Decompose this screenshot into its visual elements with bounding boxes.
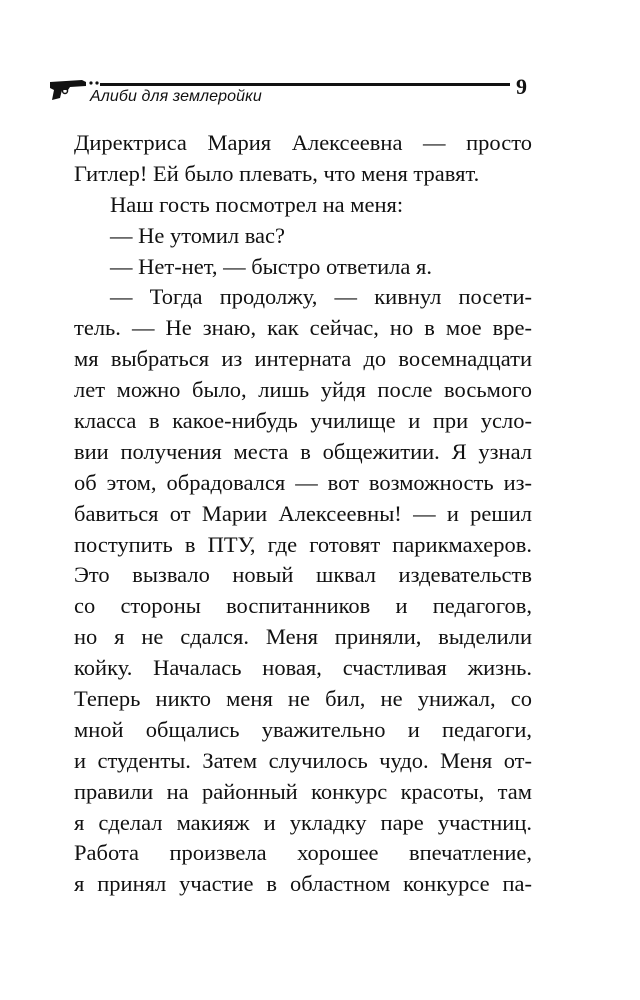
text-line: койку. Началась новая, счастливая жизнь. (74, 655, 532, 681)
text-line: Гитлер! Ей было плевать, что меня травят. (74, 160, 480, 186)
text-line: — Тогда продолжу, — кивнул посети- (110, 284, 532, 310)
text-line: мя выбраться из интерната до восемнадцати (74, 346, 532, 372)
text-line: Теперь никто меня не бил, не унижал, со (74, 686, 532, 712)
text-line: тель. — Не знаю, как сейчас, но в мое вре- (74, 315, 532, 341)
text-line: поступить в ПТУ, где готовят парикмахеров. (74, 531, 532, 557)
text-line: мной общались уважительно и педагоги, (74, 716, 532, 742)
text-line: правили на районный конкурс красоты, там (74, 778, 532, 804)
text-line: Работа произвела хорошее впечатление, (74, 840, 532, 866)
text-line: я принял участие в областном конкурсе па- (74, 871, 532, 897)
text-line: Наш гость посмотрел на меня: (110, 191, 404, 217)
text-line: об этом, обрадовался — вот возможность из- (74, 469, 532, 495)
text-line: Это вызвало новый шквал издевательств (74, 562, 532, 588)
text-line: вии получения места в общежитии. Я узнал (74, 438, 532, 464)
text-line: со стороны воспитанников и педагогов, (74, 593, 532, 619)
text-line: я сделал макияж и укладку паре участниц. (74, 809, 532, 835)
text-line: — Не утомил вас? (110, 222, 286, 248)
text-line: класса в какое-нибудь училище и при усло- (74, 408, 532, 434)
text-line: Директриса Мария Алексеевна — просто (74, 130, 532, 155)
page-number: 9 (516, 74, 527, 99)
text-line: лет можно было, лишь уйдя после восьмого (74, 377, 532, 403)
text-line: но я не сдался. Меня приняли, выделили (74, 624, 532, 650)
page-body (74, 128, 532, 900)
text-line: — Нет-нет, — быстро ответила я. (110, 253, 432, 279)
running-header (48, 72, 542, 112)
header-rule (100, 83, 510, 86)
book-title: Алиби для землеройки (90, 88, 262, 105)
text-line: бавиться от Марии Алексеевны! — и решил (74, 500, 532, 526)
pistol-icon (48, 76, 90, 102)
text-line: и студенты. Затем случилось чудо. Меня от- (74, 747, 532, 773)
